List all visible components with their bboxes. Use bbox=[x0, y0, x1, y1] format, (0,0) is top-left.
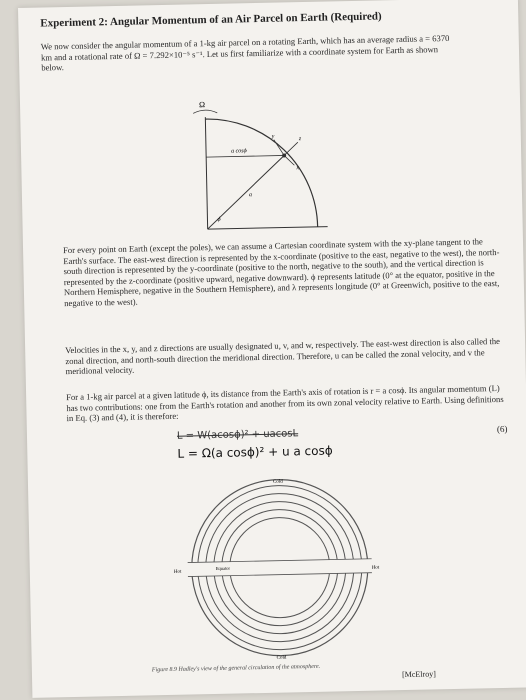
acos-label: a cosϕ bbox=[230, 148, 247, 155]
handwritten-crossed-equation: L = W(acosϕ)² + uacosL bbox=[176, 428, 299, 442]
velocity-paragraph: Velocities in the x, y, and z directions are usually designated u, v, and w, respectively. The east-west direction is also called the zonal direction, and north-south direction the meridional direction. Therefore, u can be called the zonal velocity, and v the meridional velocity. bbox=[65, 335, 500, 377]
cold-bottom-label: Cold bbox=[276, 655, 287, 661]
hot-right-label: Hot bbox=[371, 565, 380, 571]
coordinate-diagram bbox=[185, 96, 358, 235]
equator-label: Equator bbox=[215, 565, 231, 571]
handwritten-equation: L = Ω(a cosϕ)² + u a cosϕ bbox=[177, 443, 333, 461]
radius-label: a bbox=[248, 192, 253, 199]
experiment-title: Experiment 2: Angular Momentum of an Air Parcel on Earth (Required) bbox=[40, 10, 382, 30]
cold-top-label: Cold bbox=[272, 479, 283, 485]
figure-caption: Figure 8.9 Hadley's view of the general circulation of the atmosphere. bbox=[151, 663, 321, 674]
equation-number: (6) bbox=[496, 423, 508, 435]
intro-paragraph: We now consider the angular momentum of a 1-kg air parcel on a rotating Earth, which has an average radius a = 6370 km and a rotational rate of Ω = 7.292×10⁻⁵ s⁻¹. Let us first familiarize with a coordinate system for Earth as shown below. bbox=[40, 32, 450, 73]
credit-label: [McElroy] bbox=[401, 669, 436, 680]
z-axis-label: z bbox=[298, 136, 302, 143]
hot-left-label: Hot bbox=[173, 569, 182, 575]
latitude-label: ϕ bbox=[217, 216, 221, 223]
angular-momentum-paragraph: For a 1-kg air parcel at a given latitude ϕ, its distance from the Earth's axis of rotation is r = a cosϕ. Its angular momentum (L) has two contributions: one from the Earth's rotation and another from its own zonal velocity relative to Earth. Using definitions in Eq. (3) and (4), it is therefore: bbox=[66, 382, 504, 424]
coordinate-paragraph: For every point on Earth (except the poles), we can assume a Cartesian coordinate system with the xy-plane tangent to the Earth's surface. The east-west direction is represented by the x-coordinate (positive to the east, negative to the west), the north-south direction is represented by the y-coordinate (positive to the north, negative to the south), and the vertical direction is represented by the z-coordinate (positive upward, negative downward). ϕ represents latitude (0° at the equator, positive in the Northern Hemisphere, negative in the Southern Hemisphere), and λ represents longitude (0° at Greenwich, positive to the east, negative to the west). bbox=[62, 236, 500, 309]
hadley-circulation-figure bbox=[158, 470, 402, 665]
document-page bbox=[18, 0, 526, 698]
y-axis-label: y bbox=[271, 133, 275, 140]
x-axis-label: x bbox=[296, 165, 300, 172]
omega-label: Ω bbox=[198, 100, 206, 110]
